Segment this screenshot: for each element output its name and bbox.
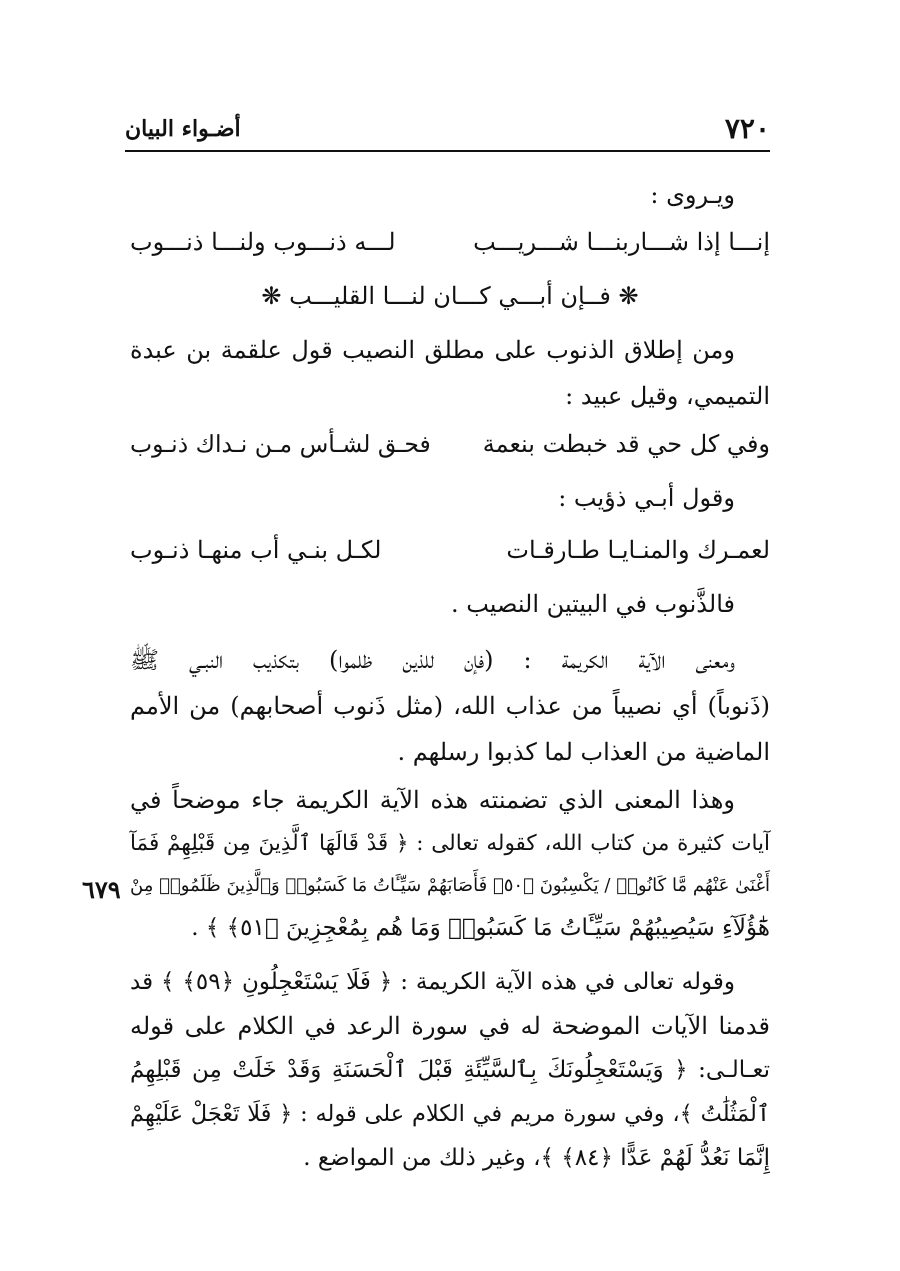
verse-1-second-hemistich: لـــه ذنـــوب ولنـــا ذنـــوب	[130, 228, 396, 256]
poetry-center-line: ❋ فــإن أبـــي كـــان لنـــا القليـــب ❋	[261, 282, 639, 310]
verse-2-first-hemistich: وفي كل حي قد خبطت بنعمة	[482, 430, 770, 458]
text-line-8: الماضية من العذاب لما كذبوا رسلهم .	[397, 738, 770, 766]
page-header	[125, 110, 770, 150]
poetry-verse-1	[130, 222, 770, 262]
text-line-13: وقوله تعالى في هذه الآية الكريمة : ﴿ فَلَا يَسْتَعْجِلُونِ ﴿٥٩﴾ ﴾ قد	[130, 969, 735, 995]
book-title: أضـواء البيان	[125, 116, 241, 142]
text-line-10: آيات كثيرة من كتاب الله، كقوله تعالى : ﴿ قَدْ قَالَهَا ٱلَّذِينَ مِن قَبْلِهِمْ فَمَآ	[130, 831, 770, 856]
quran-line-11: أَغْنَىٰ عَنْهُم مَّا كَانُوا۟ / يَكْسِبُونَ ﴿٥٠﴾ فَأَصَابَهُمْ سَيِّـَٔاتُ مَا كَسَبُوا۟ وَٱلَّذِينَ ظَلَمُوا۟ مِنْ	[130, 875, 770, 896]
text-line-4: وقول أبـي ذؤيب :	[558, 484, 735, 512]
quran-line-15: تعـالـى: ﴿ وَيَسْتَعْجِلُونَكَ بِٱلسَّيِّئَةِ قَبْلَ ٱلْحَسَنَةِ وَقَدْ خَلَتْ مِن قَبْلِهِمُ	[130, 1057, 770, 1083]
margin-page-reference: ٦٧٩	[82, 875, 121, 904]
text-line-7: (ذَنوباً) أي نصيباً من عذاب الله، (مثل ذَنوب أصحابهم) من الأمم	[130, 692, 771, 720]
poetry-verse-3	[130, 530, 770, 570]
verse-2-second-hemistich: فحـق لشـأس مـن نـداك ذنـوب	[130, 430, 431, 458]
text-line-3: التميمي، وقيل عبيد :	[565, 382, 770, 410]
text-line-9: وهذا المعنى الذي تضمنته هذه الآية الكريمة جاء موضحاً في	[130, 786, 735, 814]
text-line-14: قدمنا الآيات الموضحة له في سورة الرعد في الكلام على قوله	[130, 1012, 770, 1040]
quran-line-12: هَٰٓؤُلَآءِ سَيُصِيبُهُمْ سَيِّـَٔاتُ مَا كَسَبُوا۟ وَمَا هُم بِمُعْجِزِينَ ﴿٥١﴾ ﴾ .	[191, 915, 770, 941]
page-number: ٧٢٠	[724, 112, 770, 145]
text-line-5: فالذَّنوب في البيتين النصيب .	[450, 590, 735, 618]
quran-line-17: إِنَّمَا نَعُدُّ لَهُمْ عَدًّا ﴿٨٤﴾ ﴾، وغير ذلك من المواضع .	[303, 1145, 770, 1171]
verse-3-second-hemistich: لكـل بنـي أب منهـا ذنـوب	[130, 536, 382, 564]
poetry-verse-2	[130, 424, 770, 464]
text-line-1: ويـروى :	[650, 181, 735, 209]
quran-line-16: ٱلْمَثُلَٰتُ ﴾، وفي سورة مريم في الكلام على قوله : ﴿ فَلَا تَعْجَلْ عَلَيْهِمْ	[130, 1101, 770, 1127]
header-rule	[125, 150, 770, 152]
verse-1-first-hemistich: إنـــا إذا شـــاربنـــا شـــريـــب	[473, 228, 770, 256]
verse-3-first-hemistich: لعمـرك والمنـايـا طـارقـات	[506, 536, 770, 564]
text-line-2: ومن إطلاق الذنوب على مطلق النصيب قول علقمة بن عبدة	[130, 336, 736, 364]
text-line-6: ومعنى الآية الكريمة : (فإن للذين ظلموا) بتكذيب النبـي ﷺ	[130, 646, 735, 674]
